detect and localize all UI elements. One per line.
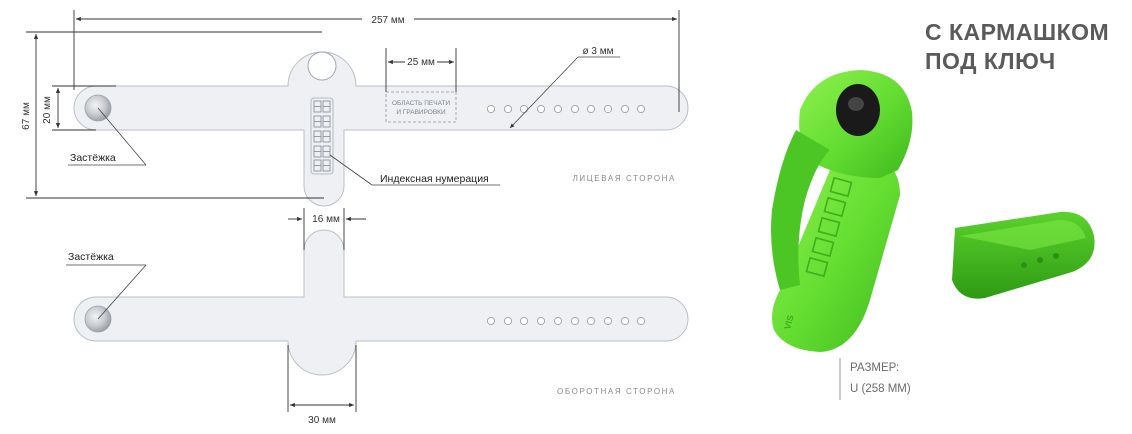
key-pocket-hole xyxy=(308,52,336,80)
product-embossed-mark: VIS xyxy=(782,313,796,331)
dim-tab-label: 30 мм xyxy=(308,415,336,426)
front-clasp-label: Застёжка xyxy=(70,152,116,164)
title-line2: ПОД КЛЮЧ xyxy=(925,48,1056,74)
size-label: РАЗМЕР: xyxy=(850,362,900,374)
size-value: U (258 ММ) xyxy=(850,383,911,395)
dim-print-width-label: 25 мм xyxy=(407,57,435,68)
back-clasp-label: Застёжка xyxy=(68,251,114,263)
back-caption: ОБОРОТНАЯ СТОРОНА xyxy=(557,387,676,396)
dim-print-width xyxy=(386,48,456,92)
title-line1: С КАРМАШКОМ xyxy=(925,19,1110,45)
dim-neck-label: 16 мм xyxy=(312,214,340,225)
dim-total-label: 257 мм xyxy=(371,15,405,26)
dim-strap-label: 20 мм xyxy=(42,96,53,124)
dim-height-label: 67 мм xyxy=(21,102,32,130)
back-band-outline xyxy=(74,230,688,375)
index-label: Индексная нумерация xyxy=(380,173,489,185)
dim-hole-label: ø 3 мм xyxy=(582,46,614,57)
front-view xyxy=(21,10,688,206)
front-caption: ЛИЦЕВАЯ СТОРОНА xyxy=(572,174,676,183)
back-view xyxy=(66,208,688,426)
index-callout xyxy=(330,155,500,185)
print-area-line2: И ГРАВИРОВКИ xyxy=(396,109,446,116)
print-area-line1: ОБЛАСТЬ ПЕЧАТИ xyxy=(391,100,451,107)
product-photo xyxy=(771,70,1095,352)
